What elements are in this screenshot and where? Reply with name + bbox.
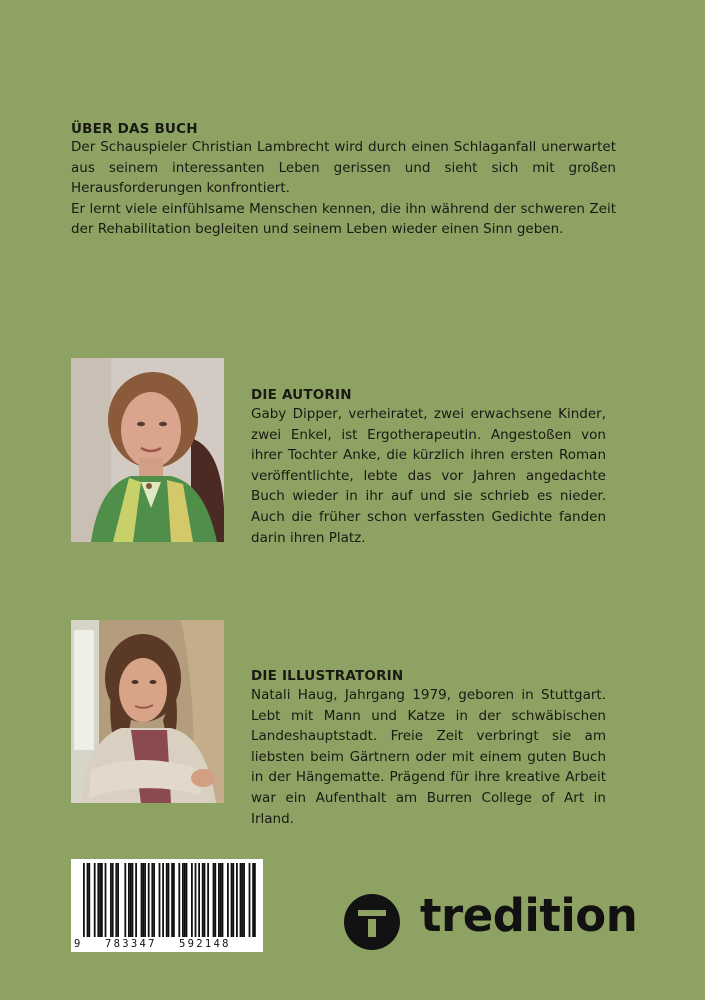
author-text: [251, 404, 606, 548]
barcode-bar: [198, 863, 200, 937]
tredition-t-logo-icon: [343, 893, 401, 951]
barcode-bar: [227, 863, 229, 937]
publisher-name: tredition: [420, 889, 638, 942]
illustrator-title: DIE ILLUSTRATORIN: [251, 668, 404, 684]
barcode-bar: [144, 863, 146, 937]
barcode-bar: [254, 863, 256, 937]
barcode-bar: [130, 863, 132, 937]
barcode-bar: [87, 863, 89, 937]
barcode-bar: [186, 863, 188, 937]
barcode-bar: [202, 863, 204, 937]
barcode-bar: [182, 863, 184, 937]
barcode-bar: [231, 863, 233, 937]
barcode-bar: [249, 863, 251, 937]
illustrator-text: [251, 685, 606, 829]
barcode-bar: [112, 863, 114, 937]
barcode-bar: [243, 863, 245, 937]
author-photo: [71, 358, 224, 542]
barcode-bar: [218, 863, 220, 937]
isbn-barcode: [71, 859, 263, 952]
barcode-bar: [178, 863, 180, 937]
barcode-bar: [171, 863, 173, 937]
barcode-bar: [222, 863, 224, 937]
barcode-bar: [191, 863, 193, 937]
barcode-bar: [141, 863, 143, 937]
barcode-bar: [110, 863, 112, 937]
barcode-bar: [142, 863, 144, 937]
about-title: ÜBER DAS BUCH: [71, 121, 198, 137]
author-paragraph: Gaby Dipper, verheiratet, zwei erwachsene Kinder, zwei Enkel, ist Ergotherapeutin. Angestoßen von ihrer Tochter Anke, die kürzlich ihren ersten Roman veröffentlichte, lebte das vor Jahren angedachte Buch wieder in ihr auf und sie schrieb es nieder. Auch die früher schon verfassten Gedichte fanden darin ihren Platz.: [251, 406, 606, 546]
barcode-bar: [148, 863, 150, 937]
barcode-bar: [213, 863, 215, 937]
barcode-bar: [252, 863, 254, 937]
barcode-bar: [207, 863, 209, 937]
barcode-bar: [168, 863, 170, 937]
barcode-bar: [115, 863, 117, 937]
illustrator-photo: [71, 620, 224, 803]
barcode-bar: [153, 863, 155, 937]
barcode-bar: [204, 863, 206, 937]
barcode-bar: [97, 863, 99, 937]
barcode-bar: [151, 863, 153, 937]
barcode-bar: [184, 863, 186, 937]
about-text: [71, 137, 616, 240]
barcode-bar: [220, 863, 222, 937]
author-title: DIE AUTORIN: [251, 387, 352, 403]
barcode-bar: [162, 863, 164, 937]
barcode-bar: [166, 863, 168, 937]
barcode-bar: [236, 863, 238, 937]
barcode-bar: [117, 863, 119, 937]
barcode-bar: [135, 863, 137, 937]
barcode-bars: [71, 859, 263, 939]
barcode-bar: [83, 863, 85, 937]
barcode-bar: [232, 863, 234, 937]
barcode-bar: [214, 863, 216, 937]
barcode-bar: [128, 863, 130, 937]
barcode-bar: [124, 863, 126, 937]
barcode-bar: [88, 863, 90, 937]
barcode-bar: [99, 863, 101, 937]
barcode-digits: [71, 938, 263, 950]
about-paragraph-1: Der Schauspieler Christian Lambrecht wird durch einen Schlaganfall unerwartet aus seinem interessanten Leben gerissen und sieht sich mit großen Herausforderungen konfrontiert.: [71, 139, 616, 197]
barcode-bar: [195, 863, 197, 937]
barcode-digits-left: 783347: [105, 938, 157, 950]
barcode-bar: [173, 863, 175, 937]
barcode-bar: [159, 863, 161, 937]
barcode-bar: [241, 863, 243, 937]
publisher-logo: [343, 889, 638, 953]
barcode-bar: [101, 863, 103, 937]
barcode-digits-right: 592148: [179, 938, 231, 950]
barcode-bar: [94, 863, 96, 937]
barcode-bar: [132, 863, 134, 937]
barcode-bar: [105, 863, 107, 937]
barcode-digit-first: 9: [74, 938, 81, 950]
barcode-bar: [240, 863, 242, 937]
illustrator-paragraph: Natali Haug, Jahrgang 1979, geboren in Stuttgart. Lebt mit Mann und Katze in der schwäbischen Landeshauptstadt. Freie Zeit verbringt sie am liebsten beim Gärtnern oder mit einem guten Buch in der Hängematte. Prägend für ihre kreative Arbeit war ein Aufenthalt am Burren College of Art in Irland.: [251, 687, 606, 827]
about-paragraph-2: Er lernt viele einfühlsame Menschen kennen, die ihn während der schweren Zeit der Rehabilitation begleiten und seinem Leben wieder einen Sinn geben.: [71, 200, 616, 238]
